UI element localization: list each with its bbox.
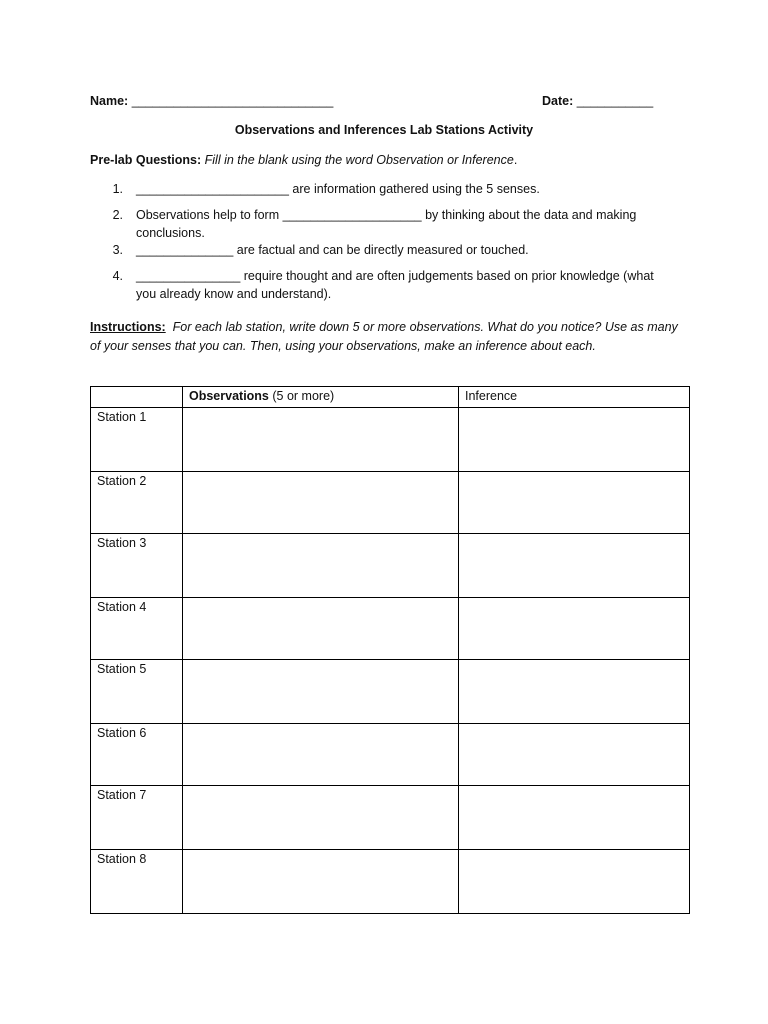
instructions-line-1 <box>90 319 678 335</box>
instructions-text: For each lab station, write down 5 or more observations. What do you notice? Use as many <box>172 320 678 334</box>
station-label: Station 3 <box>91 534 183 598</box>
header-inference-cell: Inference <box>459 387 690 408</box>
page-title: Observations and Inferences Lab Stations Activity <box>234 123 534 137</box>
question-text-continued: you already know and understand). <box>136 287 332 301</box>
date-line <box>542 93 653 109</box>
observations-header: Observations <box>189 389 269 403</box>
table-row <box>91 850 690 914</box>
inference-cell[interactable] <box>459 534 690 598</box>
question-text[interactable]: Observations help to form ____________________ by thinking about the data and making <box>136 208 637 222</box>
prelab-instruction: Fill in the blank using the word Observation or Inference <box>204 153 514 167</box>
inference-cell[interactable] <box>459 472 690 534</box>
observations-cell[interactable] <box>183 724 459 786</box>
station-label: Station 8 <box>91 850 183 914</box>
station-label: Station 5 <box>91 660 183 724</box>
table-row <box>91 472 690 534</box>
table-row <box>91 408 690 472</box>
date-blank[interactable]: ___________ <box>576 94 654 108</box>
table-row <box>91 660 690 724</box>
question-text[interactable]: ______________________ are information gathered using the 5 senses. <box>136 182 540 196</box>
inference-cell[interactable] <box>459 408 690 472</box>
date-label: Date: <box>542 94 577 108</box>
table-row <box>91 786 690 850</box>
prelab-label: Pre-lab Questions: <box>90 153 202 167</box>
inference-cell[interactable] <box>459 598 690 660</box>
table-row <box>91 598 690 660</box>
station-label: Station 6 <box>91 724 183 786</box>
observations-cell[interactable] <box>183 660 459 724</box>
station-label: Station 2 <box>91 472 183 534</box>
station-label: Station 1 <box>91 408 183 472</box>
observations-cell[interactable] <box>183 534 459 598</box>
station-label: Station 4 <box>91 598 183 660</box>
question-number: 2. <box>112 208 123 222</box>
observations-header-note: (5 or more) <box>268 389 335 403</box>
question-number: 4. <box>112 269 123 283</box>
question-text[interactable]: ______________ are factual and can be directly measured or touched. <box>136 243 529 257</box>
name-label: Name: <box>90 94 132 108</box>
stations-table <box>90 386 690 914</box>
station-label: Station 7 <box>91 786 183 850</box>
table-row <box>91 724 690 786</box>
name-line <box>90 93 333 109</box>
observations-cell[interactable] <box>183 408 459 472</box>
question-number: 1. <box>112 182 123 196</box>
header-station-cell <box>91 387 183 408</box>
table-row <box>91 534 690 598</box>
question-text[interactable]: _______________ require thought and are often judgements based on prior knowledge (what <box>136 269 654 283</box>
observations-cell[interactable] <box>183 598 459 660</box>
observations-cell[interactable] <box>183 850 459 914</box>
question-text-continued: conclusions. <box>136 226 205 240</box>
prelab-heading <box>90 152 517 168</box>
inference-cell[interactable] <box>459 786 690 850</box>
observations-cell[interactable] <box>183 786 459 850</box>
inference-cell[interactable] <box>459 660 690 724</box>
name-blank[interactable]: _____________________________ <box>131 94 334 108</box>
observations-cell[interactable] <box>183 472 459 534</box>
question-number: 3. <box>112 243 123 257</box>
inference-cell[interactable] <box>459 850 690 914</box>
instructions-label: Instructions: <box>90 320 166 334</box>
header-observations-cell <box>183 387 459 408</box>
prelab-period: . <box>513 153 518 167</box>
inference-cell[interactable] <box>459 724 690 786</box>
instructions-line-2: of your senses that you can. Then, using your observations, make an inference about each. <box>90 339 596 353</box>
table-header-row <box>91 387 690 408</box>
